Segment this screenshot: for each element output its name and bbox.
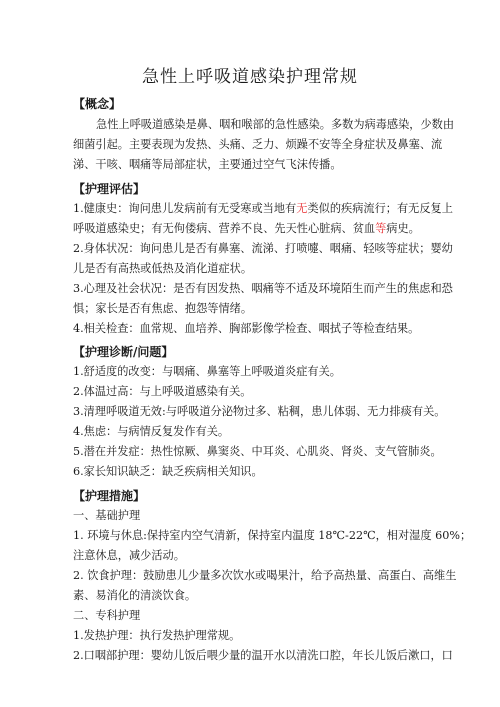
highlighted-char: 无 xyxy=(296,202,308,215)
diagnosis-line: 2.体温过高：与上呼吸道感染有关。 xyxy=(73,385,252,398)
measures-line: 1.发热护理：执行发热护理常规。 xyxy=(73,629,241,642)
concept-line: 急性上呼吸道感染是鼻、咽和喉部的急性感染。多数为病毒感染，少数由 xyxy=(96,118,455,131)
assessment-line: 惧；家长是否有焦虑、抱怨等情绪。 xyxy=(73,302,253,315)
diagnosis-line: 4.焦虑：与病情反复发作有关。 xyxy=(73,425,230,438)
concept-line: 涕、干咳、咽痛等局部症状，主要通过空气飞沫传播。 xyxy=(73,158,342,171)
measures-line: 素、易消化的清淡饮食。 xyxy=(73,589,197,602)
diagnosis-line: 6.家长知识缺乏：缺乏疾病相关知识。 xyxy=(73,465,263,478)
measures-subheading: 一、基础护理 xyxy=(73,509,141,522)
assessment-line: 2.身体状况：询问患儿是否有鼻塞、流涕、打喷嚏、咽痛、轻咳等症状；婴幼 xyxy=(73,242,453,255)
diagnosis-line: 3.清理呼吸道无效:与呼吸道分泌物过多、粘稠，患儿体弱、无力排痰有关。 xyxy=(73,405,446,418)
concept-line: 细菌引起。主要表现为发热、头痛、乏力、烦躁不安等全身症状及鼻塞、流 xyxy=(73,138,443,151)
section-heading-diagnosis: 【护理诊断/问题】 xyxy=(73,345,174,359)
assessment-line: 呼吸道感染史；有无佝偻病、营养不良、先天性心脏病、贫血等病史。 xyxy=(73,222,420,235)
page-title: 急性上呼吸道感染护理常规 xyxy=(142,67,358,87)
section-heading-measures: 【护理措施】 xyxy=(73,489,146,503)
measures-subheading: 二、专科护理 xyxy=(73,609,141,622)
assessment-line: 儿是否有高热或低热及消化道症状。 xyxy=(73,262,253,275)
assessment-line: 1.健康史：询问患儿发病前有无受寒或当地有无类似的疾病流行；有无反复上 xyxy=(73,202,453,215)
measures-line: 2.口咽部护理：婴幼儿饭后喂少量的温开水以清洗口腔，年长儿饭后漱口，口 xyxy=(73,649,453,662)
measures-line: 2. 饮食护理：鼓励患儿少量多次饮水或喝果汁，给予高热量、高蛋白、高维生 xyxy=(73,569,457,582)
measures-line: 注意休息，减少活动。 xyxy=(73,549,185,562)
section-heading-concept: 【概念】 xyxy=(73,97,122,111)
diagnosis-line: 5.潜在并发症：热性惊厥、鼻窦炎、中耳炎、心肌炎、肾炎、支气管肺炎。 xyxy=(73,445,442,458)
assessment-line: 4.相关检查：血常规、血培养、胸部影像学检查、咽拭子等检查结果。 xyxy=(73,322,420,335)
diagnosis-line: 1.舒适度的改变：与咽痛、鼻塞等上呼吸道炎症有关。 xyxy=(73,365,341,378)
section-heading-assessment: 【护理评估】 xyxy=(73,182,146,196)
measures-line: 1. 环境与休息:保持室内空气清新，保持室内温度 18℃-22℃，相对湿度 60%； xyxy=(73,529,472,542)
assessment-line: 3.心理及社会状况：是否有因发热、咽痛等不适及环境陌生而产生的焦虑和恐 xyxy=(73,282,453,295)
highlighted-char: 等 xyxy=(375,222,387,235)
